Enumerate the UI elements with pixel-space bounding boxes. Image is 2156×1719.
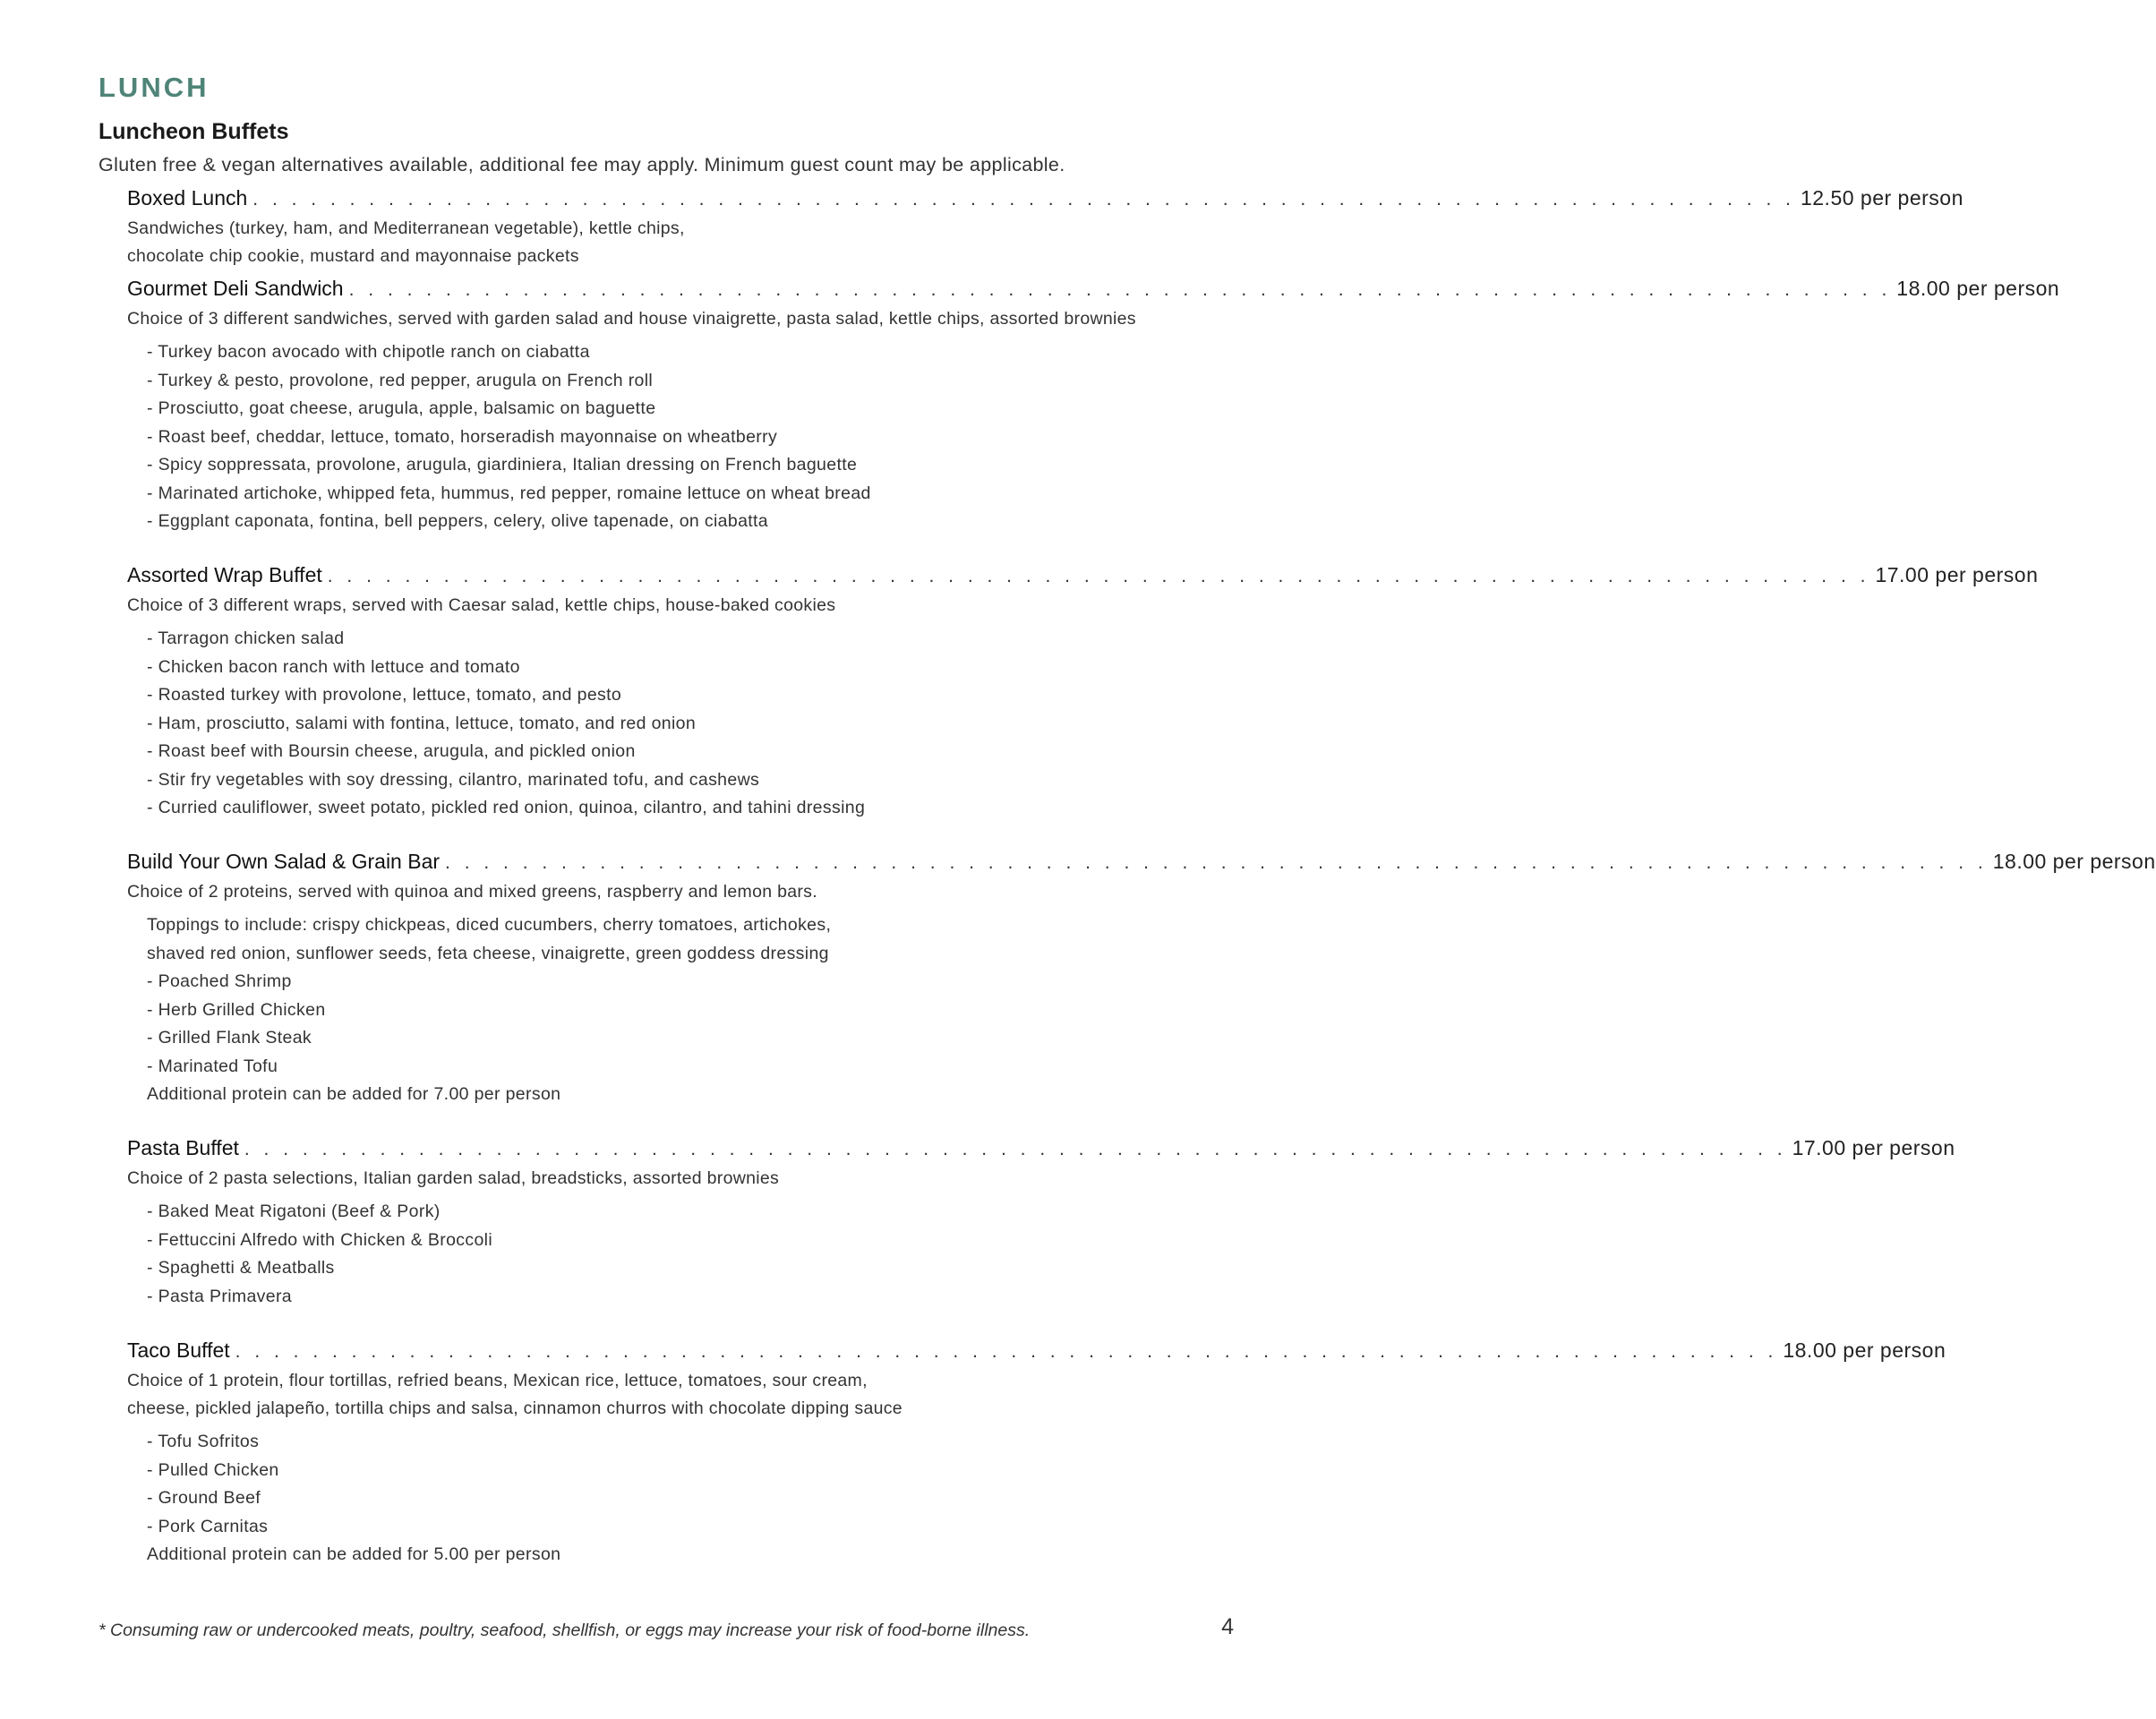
food-safety-disclaimer: * Consuming raw or undercooked meats, poultry, seafood, shellfish, or eggs may increase your risk of food-borne illness. [98, 1621, 1031, 1640]
item-name: Pasta Buffet [127, 1136, 239, 1159]
option-item: - Marinated artichoke, whipped feta, hummus, red pepper, romaine lettuce on wheat bread [147, 483, 871, 503]
option-item: - Turkey bacon avocado with chipotle ranch on ciabatta [147, 342, 590, 362]
subsection-title: Luncheon Buffets [98, 119, 289, 144]
item-price: 18.00 per person [1992, 850, 2156, 873]
item-description: Choice of 3 different sandwiches, served with garden salad and house vinaigrette, pasta salad, kettle chips, assorted brownies [127, 309, 1136, 329]
item-description: Choice of 2 proteins, served with quinoa and mixed greens, raspberry and lemon bars. [127, 882, 817, 902]
item-description: Choice of 3 different wraps, served with Caesar salad, kettle chips, house-baked cookies [127, 595, 836, 615]
item-price: 18.00 per person [1783, 1338, 1946, 1362]
toppings-text: shaved red onion, sunflower seeds, feta cheese, vinaigrette, green goddess dressing [147, 943, 829, 963]
item-price: 18.00 per person [1896, 277, 2060, 300]
option-item: - Ham, prosciutto, salami with fontina, lettuce, tomato, and red onion [147, 713, 697, 733]
option-item: - Roast beef, cheddar, lettuce, tomato, horseradish mayonnaise on wheatberry [147, 426, 778, 447]
option-item: - Spaghetti & Meatballs [147, 1258, 335, 1278]
item-description: cheese, pickled jalapeño, tortilla chips and salsa, cinnamon churros with chocolate dipping sauce [127, 1398, 903, 1418]
additional-protein-note: Additional protein can be added for 5.00 per person [147, 1544, 561, 1564]
menu-item-taco-buffet [127, 1338, 1946, 1569]
item-description: Choice of 1 protein, flour tortillas, refried beans, Mexican rice, lettuce, tomatoes, sour cream, [127, 1371, 868, 1390]
menu-item-assorted-wrap-buffet [127, 563, 2039, 823]
dot-leader: . . . . . . . . . . . . . . . . . . . . . . . . . . . . . . . . . . . . . . . . . . . . . . . . . . . . . . . . . . . . . . . . . . . . . . . . . . . . . . . . [235, 1341, 1778, 1362]
option-list [127, 338, 1234, 536]
dot-leader: . . . . . . . . . . . . . . . . . . . . . . . . . . . . . . . . . . . . . . . . . . . . . . . . . . . . . . . . . . . . . . . . . . . . . . . . . . . . . . . . [327, 566, 1870, 586]
item-name: Assorted Wrap Buffet [127, 563, 322, 586]
option-item: - Chicken bacon ranch with lettuce and tomato [147, 656, 520, 677]
option-item: - Turkey & pesto, provolone, red pepper, arugula on French roll [147, 370, 654, 390]
dot-leader: . . . . . . . . . . . . . . . . . . . . . . . . . . . . . . . . . . . . . . . . . . . . . . . . . . . . . . . . . . . . . . . . . . . . . . . . . . . . . . . . [252, 189, 1795, 210]
menu-item-gourmet-deli-sandwich [127, 277, 2060, 536]
dot-leader: . . . . . . . . . . . . . . . . . . . . . . . . . . . . . . . . . . . . . . . . . . . . . . . . . . . . . . . . . . . . . . . . . . . . . . . . . . . . . . . . [244, 1139, 1787, 1159]
dot-leader: . . . . . . . . . . . . . . . . . . . . . . . . . . . . . . . . . . . . . . . . . . . . . . . . . . . . . . . . . . . . . . . . . . . . . . . . . . . . . . . . [348, 279, 1892, 300]
menu-page [98, 0, 2156, 1719]
option-item: - Prosciutto, goat cheese, arugula, apple, balsamic on baguette [147, 398, 656, 418]
option-item: - Spicy soppressata, provolone, arugula, giardiniera, Italian dressing on French baguette [147, 455, 858, 475]
item-description: chocolate chip cookie, mustard and mayonnaise packets [127, 246, 579, 266]
option-item: - Ground Beef [147, 1488, 261, 1508]
option-item: - Marinated Tofu [147, 1056, 278, 1076]
option-item: - Grilled Flank Steak [147, 1028, 312, 1048]
option-item: - Roasted turkey with provolone, lettuce, tomato, and pesto [147, 685, 622, 705]
dot-leader: . . . . . . . . . . . . . . . . . . . . . . . . . . . . . . . . . . . . . . . . . . . . . . . . . . . . . . . . . . . . . . . . . . . . . . . . . . . . . . . . [445, 852, 1988, 873]
option-list [127, 1428, 1234, 1569]
option-item: - Herb Grilled Chicken [147, 999, 326, 1020]
item-price: 12.50 per person [1800, 186, 1964, 210]
option-list [127, 911, 1234, 1109]
additional-protein-note: Additional protein can be added for 7.00 per person [147, 1084, 561, 1104]
option-item: - Tofu Sofritos [147, 1432, 260, 1451]
toppings-text: Toppings to include: crispy chickpeas, diced cucumbers, cherry tomatoes, artichokes, [147, 915, 832, 935]
option-item: - Pulled Chicken [147, 1459, 279, 1480]
item-name: Taco Buffet [127, 1338, 230, 1362]
section-title: LUNCH [98, 72, 210, 103]
item-name: Boxed Lunch [127, 186, 248, 210]
option-item: - Curried cauliflower, sweet potato, pickled red onion, quinoa, cilantro, and tahini dressing [147, 798, 866, 817]
option-item: - Pasta Primavera [147, 1286, 292, 1306]
option-item: - Pork Carnitas [147, 1516, 269, 1536]
intro-text: Gluten free & vegan alternatives available, additional fee may apply. Minimum guest count may be applicable. [98, 154, 1065, 175]
option-item: - Baked Meat Rigatoni (Beef & Pork) [147, 1202, 441, 1221]
item-description: Choice of 2 pasta selections, Italian garden salad, breadsticks, assorted brownies [127, 1168, 780, 1188]
option-item: - Poached Shrimp [147, 971, 292, 991]
option-item: - Eggplant caponata, fontina, bell peppers, celery, olive tapenade, on ciabatta [147, 511, 768, 531]
item-price: 17.00 per person [1875, 563, 2039, 586]
option-list [127, 625, 1234, 823]
page-number: 4 [1221, 1614, 1234, 1639]
option-item: - Roast beef with Boursin cheese, arugula, and pickled onion [147, 741, 636, 761]
option-item: - Fettuccini Alfredo with Chicken & Broccoli [147, 1229, 493, 1250]
item-description: Sandwiches (turkey, ham, and Mediterranean vegetable), kettle chips, [127, 218, 685, 238]
option-list [127, 1198, 1234, 1311]
item-price: 17.00 per person [1792, 1136, 1955, 1159]
item-name: Gourmet Deli Sandwich [127, 277, 344, 300]
option-item: - Tarragon chicken salad [147, 629, 345, 648]
item-name: Build Your Own Salad & Grain Bar [127, 850, 441, 873]
option-item: - Stir fry vegetables with soy dressing, cilantro, marinated tofu, and cashews [147, 769, 760, 790]
menu-item-boxed-lunch [127, 186, 1964, 270]
menu-item-pasta-buffet [127, 1136, 1955, 1311]
menu-item-salad-grain-bar [127, 850, 2156, 1109]
